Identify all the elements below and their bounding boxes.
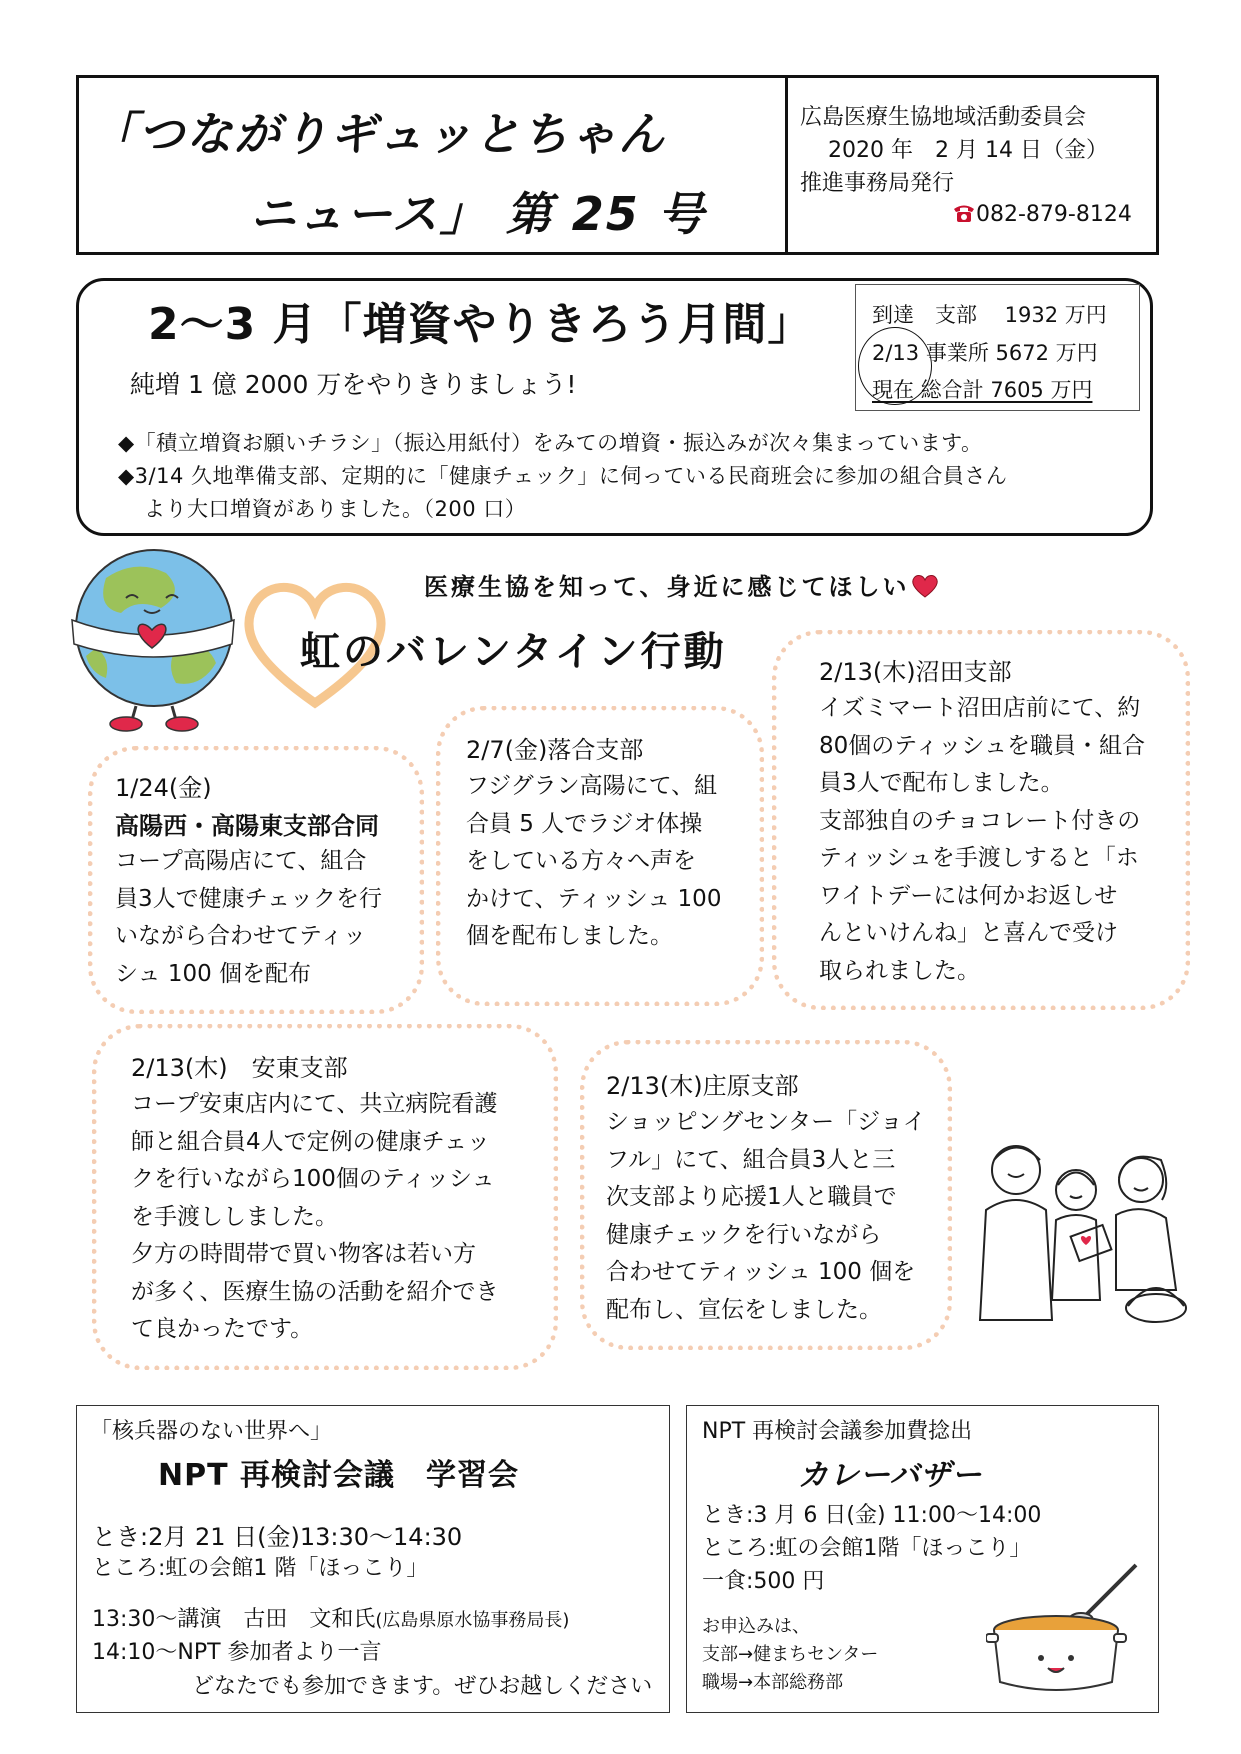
- card-line: を手渡ししました。: [131, 1203, 338, 1230]
- campaign-title: 2～3 月「増資やりきろう月間」: [148, 299, 813, 350]
- curry-title: カレーバザー: [798, 1458, 983, 1493]
- card-line: いながら合わせてティッ: [115, 923, 367, 949]
- issue-date: 2020 年 2 月 14 日（金）: [828, 138, 1108, 163]
- stat-office: 2/13 事業所 5672 万円: [872, 341, 1098, 365]
- card-line: コープ安東店内にて、共立病院看護: [131, 1091, 498, 1117]
- card-line: 員3人で配布しました。: [819, 770, 1064, 796]
- npt-where: ところ:虹の会館1 階「ほっこり」: [92, 1556, 429, 1581]
- curry-kicker: NPT 再検討会議参加費捻出: [702, 1419, 973, 1444]
- valentine-section-title: 虹のバレンタイン行動: [300, 629, 727, 675]
- curry-apply-3: 職場→本部総務部: [702, 1672, 844, 1693]
- card-title: 2/13(木) 安東支部: [131, 1054, 348, 1082]
- issuer: 推進事務局発行: [800, 171, 955, 196]
- card-title: 1/24(金): [115, 774, 212, 802]
- card-line: 取られました。: [819, 957, 980, 984]
- campaign-bullet-1: ◆「積立増資お願いチラシ」（振込用紙付）をみての増資・振込みが次々集まっています。: [118, 431, 983, 455]
- phone-number: [952, 202, 1132, 227]
- card-line: 個を配布しました。: [466, 923, 673, 949]
- curry-when: とき:3 月 6 日(金) 11:00～14:00: [702, 1503, 1042, 1528]
- card-subtitle: 高陽西・高陽東支部合同: [115, 812, 379, 840]
- card-title: 2/13(木)庄原支部: [606, 1072, 799, 1100]
- phone-number-text: 082-879-8124: [976, 202, 1132, 227]
- card-line: 合員 5 人でラジオ体操: [466, 810, 703, 837]
- card-line: 80個のティッシュを職員・組合: [819, 732, 1145, 759]
- curry-where: ところ:虹の会館1階「ほっこり」: [702, 1536, 1032, 1561]
- card-line: ショッピングセンター「ジョイ: [606, 1109, 926, 1135]
- campaign-bullet-2: ◆3/14 久地準備支部、定期的に「健康チェック」に伺っている民商班会に参加の組合員さん: [118, 464, 1008, 488]
- card-line: イズミマート沼田店前にて、約: [819, 695, 1141, 721]
- card-line: んといけんね」と喜んで受け: [819, 920, 1118, 946]
- globe-mascot-illustration: [66, 538, 236, 733]
- masthead-divider: [785, 75, 788, 255]
- card-body: [131, 1086, 499, 1349]
- card-line: て良かったです。: [131, 1316, 314, 1342]
- telephone-icon: [952, 203, 976, 223]
- curry-apply-2: 支部→健まちセンター: [702, 1644, 879, 1665]
- card-line: かけて、ティッシュ 100: [466, 885, 722, 912]
- card-line: 配布し、宣伝をしました。: [606, 1296, 882, 1323]
- card-title: 2/13(木)沼田支部: [819, 658, 1012, 686]
- npt-when: とき:2月 21 日(金)13:30～14:30: [92, 1523, 463, 1551]
- curry-price: 一食:500 円: [702, 1569, 825, 1594]
- card-line: ティッシュを手渡しすると「ホ: [819, 845, 1139, 871]
- npt-program-1-note: (広島県原水協事務局長): [375, 1610, 570, 1631]
- card-line: フジグラン高陽にて、組: [466, 773, 718, 799]
- card-line: が多く、医療生協の活動を紹介でき: [131, 1278, 499, 1305]
- newsletter-title-line2: ニュース」 第 25 号: [250, 187, 706, 241]
- valentine-tagline: [424, 567, 940, 602]
- tagline-text: 医療生協を知って、身近に感じてほしい: [424, 573, 910, 601]
- card-line: ワイトデーには何かお返しせ: [819, 882, 1118, 909]
- card-line: 師と組合員4人で定例の健康チェッ: [131, 1128, 490, 1155]
- campaign-bullet-3: より大口増資がありました。（200 口）: [144, 497, 527, 521]
- card-line: 健康チェックを行いながら: [606, 1221, 882, 1248]
- card-line: クを行いながら100個のティッシュ: [131, 1166, 495, 1192]
- heart-icon: [910, 573, 940, 599]
- newsletter-title-line1: 「つながりギュッとちゃん: [90, 107, 666, 161]
- card-line: コープ高陽店にて、組合: [115, 848, 367, 874]
- npt-program-2: 14:10～NPT 参加者より一言: [92, 1640, 382, 1665]
- curry-apply-1: お申込みは、: [702, 1616, 810, 1637]
- card-body: [606, 1104, 926, 1329]
- campaign-subtitle: 純増 1 億 2000 万をやりきりましょう!: [130, 370, 577, 399]
- card-title: 2/7(金)落合支部: [466, 736, 644, 764]
- publisher-org: 広島医療生協地域活動委員会: [800, 105, 1087, 130]
- card-line: シュ 100 個を配布: [115, 960, 312, 987]
- card-line: をしている方々へ声を: [466, 848, 696, 874]
- card-body: [466, 768, 721, 956]
- curry-pot-illustration: [986, 1560, 1146, 1700]
- npt-program-1-main: 13:30～講演 古田 文和氏: [92, 1607, 376, 1632]
- family-illustration: [966, 1130, 1200, 1330]
- card-line: 合わせてティッシュ 100 個を: [606, 1259, 916, 1285]
- card-body: [819, 690, 1145, 990]
- stat-branch: 到達 支部 1932 万円: [872, 303, 1107, 327]
- npt-note: どなたでも参加できます。ぜひお越しください: [192, 1674, 653, 1699]
- card-line: フル」にて、組合員3人と三: [606, 1146, 896, 1173]
- stat-total: 現在 総合計 7605 万円: [872, 378, 1093, 402]
- card-line: 支部独自のチョコレート付きの: [819, 807, 1141, 834]
- npt-program-1: [92, 1602, 569, 1633]
- npt-kicker: 「核兵器のない世界へ」: [90, 1419, 333, 1444]
- card-body: [115, 843, 382, 993]
- card-line: 次支部より応援1人と職員で: [606, 1184, 897, 1210]
- card-line: 員3人で健康チェックを行: [115, 885, 382, 912]
- card-line: 夕方の時間帯で買い物客は若い方: [131, 1241, 476, 1267]
- npt-title: NPT 再検討会議 学習会: [158, 1458, 520, 1493]
